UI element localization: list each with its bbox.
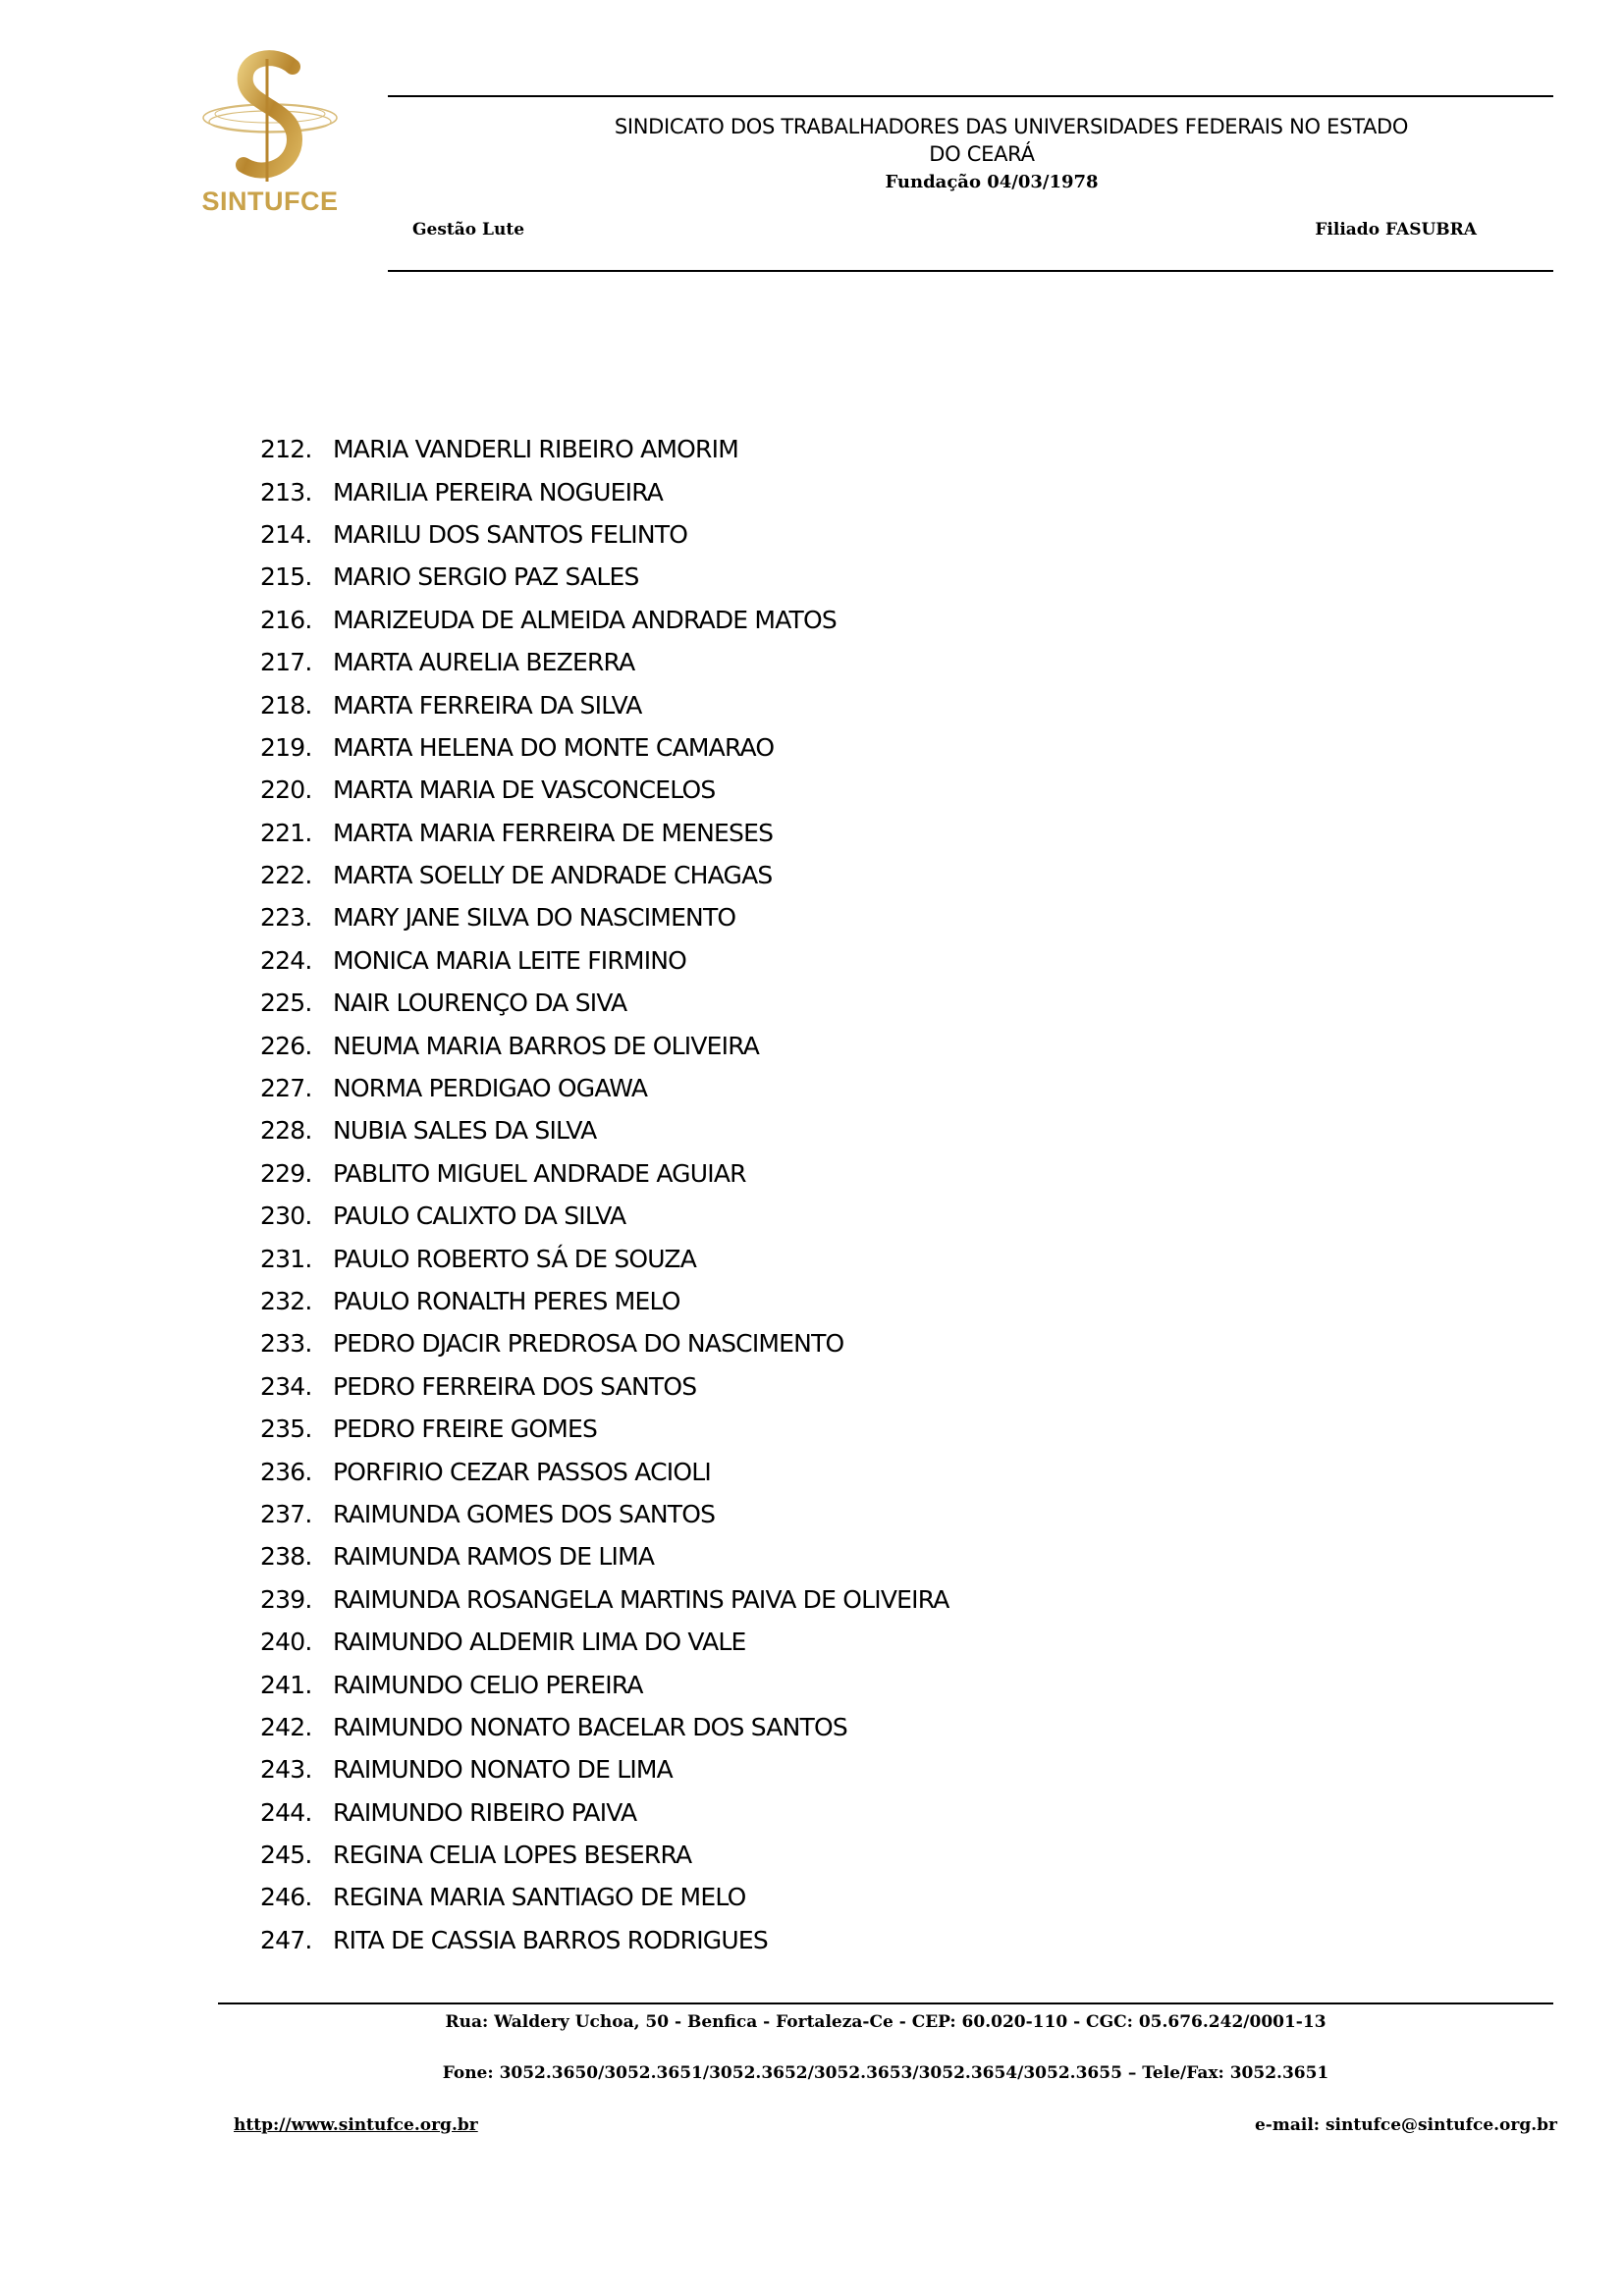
- list-item-number: 229.: [260, 1158, 312, 1188]
- email-address: e-mail: sintufce@sintufce.org.br: [1254, 2115, 1557, 2135]
- logo-emblem-icon: [196, 49, 344, 187]
- list-item-name: MARTA AURELIA BEZERRA: [333, 648, 635, 677]
- list-item-number: 237.: [260, 1499, 312, 1528]
- list-item-name: NUBIA SALES DA SILVA: [333, 1116, 597, 1146]
- list-item: [260, 1748, 949, 1790]
- list-item: [260, 812, 949, 854]
- website-link[interactable]: http://www.sintufce.org.br: [234, 2115, 478, 2135]
- list-item-name: MARIA VANDERLI RIBEIRO AMORIM: [333, 435, 738, 464]
- list-item-number: 215.: [260, 562, 312, 592]
- list-item-number: 239.: [260, 1584, 312, 1614]
- list-item-name: NAIR LOURENÇO DA SIVA: [333, 988, 627, 1018]
- list-item-number: 228.: [260, 1116, 312, 1146]
- list-item-number: 219.: [260, 732, 312, 762]
- list-item: [260, 1152, 949, 1195]
- list-item-name: NEUMA MARIA BARROS DE OLIVEIRA: [333, 1031, 760, 1060]
- list-item-name: REGINA MARIA SANTIAGO DE MELO: [333, 1883, 746, 1912]
- header-top-rule: [388, 95, 1553, 97]
- org-name-line1: SINDICATO DOS TRABALHADORES DAS UNIVERSIDADES FEDERAIS NO ESTADO: [614, 115, 1409, 138]
- list-item-number: 241.: [260, 1670, 312, 1699]
- list-item-name: MARILIA PEREIRA NOGUEIRA: [333, 477, 664, 507]
- list-item-number: 240.: [260, 1628, 312, 1657]
- list-item-number: 220.: [260, 775, 312, 805]
- list-item-name: REGINA CELIA LOPES BESERRA: [333, 1841, 692, 1870]
- list-item: [260, 1493, 949, 1535]
- list-item-name: MARTA SOELLY DE ANDRADE CHAGAS: [333, 861, 773, 890]
- list-item: [260, 1322, 949, 1364]
- list-item-number: 234.: [260, 1371, 312, 1401]
- list-item-number: 214.: [260, 519, 312, 549]
- list-item-name: RITA DE CASSIA BARROS RODRIGUES: [333, 1925, 768, 1954]
- list-item-name: MARTA FERREIRA DA SILVA: [333, 690, 642, 720]
- list-item-number: 221.: [260, 818, 312, 847]
- footer-phones: Fone: 3052.3650/3052.3651/3052.3652/3052.3653/3052.3654/3052.3655 – Tele/Fax: 3052.3651: [442, 2063, 1329, 2083]
- list-item-number: 231.: [260, 1244, 312, 1273]
- list-item-name: PORFIRIO CEZAR PASSOS ACIOLI: [333, 1457, 711, 1486]
- list-item-number: 236.: [260, 1457, 312, 1486]
- list-item: [260, 1237, 949, 1279]
- list-item-name: RAIMUNDA ROSANGELA MARTINS PAIVA DE OLIVEIRA: [333, 1584, 949, 1614]
- list-item-number: 216.: [260, 605, 312, 634]
- list-item-name: PEDRO FERREIRA DOS SANTOS: [333, 1371, 697, 1401]
- list-item: [260, 1280, 949, 1322]
- list-item-name: MARTA MARIA FERREIRA DE MENESES: [333, 818, 774, 847]
- list-item-number: 243.: [260, 1755, 312, 1785]
- list-item-number: 247.: [260, 1925, 312, 1954]
- foundation-date: Fundação 04/03/1978: [885, 172, 1099, 192]
- header-bottom-rule: [388, 270, 1553, 272]
- list-item: [260, 1024, 949, 1066]
- list-item-number: 217.: [260, 648, 312, 677]
- list-item-name: PAULO ROBERTO SÁ DE SOUZA: [333, 1244, 696, 1273]
- footer-rule: [218, 2002, 1553, 2004]
- list-item-name: RAIMUNDO RIBEIRO PAIVA: [333, 1797, 637, 1827]
- list-item: [260, 1706, 949, 1748]
- list-item-name: PAULO RONALTH PERES MELO: [333, 1287, 680, 1315]
- org-name-line2: DO CEARÁ: [929, 142, 1035, 166]
- org-name: [569, 113, 1453, 168]
- list-item: [260, 1919, 949, 1961]
- list-item-name: RAIMUNDO CELIO PEREIRA: [333, 1670, 643, 1699]
- list-item: [260, 854, 949, 896]
- management-label: Gestão Lute: [412, 220, 525, 240]
- sintufce-logo: [196, 49, 353, 226]
- list-item-name: PEDRO DJACIR PREDROSA DO NASCIMENTO: [333, 1329, 844, 1359]
- list-item: [260, 641, 949, 683]
- list-item-number: 232.: [260, 1287, 312, 1315]
- list-item-name: MARY JANE SILVA DO NASCIMENTO: [333, 903, 736, 933]
- list-item: [260, 726, 949, 769]
- list-item-number: 223.: [260, 903, 312, 933]
- list-item-name: RAIMUNDO NONATO BACELAR DOS SANTOS: [333, 1712, 847, 1741]
- list-item: [260, 1578, 949, 1621]
- list-item: [260, 428, 949, 470]
- list-item: [260, 769, 949, 811]
- list-item-name: RAIMUNDA RAMOS DE LIMA: [333, 1542, 655, 1572]
- list-item-name: MARTA MARIA DE VASCONCELOS: [333, 775, 716, 805]
- list-item-name: RAIMUNDO ALDEMIR LIMA DO VALE: [333, 1628, 746, 1657]
- list-item: [260, 599, 949, 641]
- list-item: [260, 513, 949, 556]
- list-item: [260, 556, 949, 598]
- list-item: [260, 982, 949, 1024]
- list-item-number: 218.: [260, 690, 312, 720]
- list-item-number: 230.: [260, 1201, 312, 1231]
- list-item-number: 226.: [260, 1031, 312, 1060]
- list-item: [260, 1535, 949, 1577]
- list-item-number: 242.: [260, 1712, 312, 1741]
- list-item-name: RAIMUNDA GOMES DOS SANTOS: [333, 1499, 716, 1528]
- list-item: [260, 1834, 949, 1876]
- list-item-number: 212.: [260, 435, 312, 464]
- member-list: [260, 428, 949, 1961]
- list-item: [260, 1621, 949, 1663]
- list-item-number: 213.: [260, 477, 312, 507]
- list-item-number: 222.: [260, 861, 312, 890]
- list-item-name: MARTA HELENA DO MONTE CAMARAO: [333, 732, 775, 762]
- list-item-number: 233.: [260, 1329, 312, 1359]
- list-item-name: MONICA MARIA LEITE FIRMINO: [333, 945, 687, 975]
- list-item: [260, 896, 949, 938]
- list-item: [260, 939, 949, 982]
- list-item-name: MARIZEUDA DE ALMEIDA ANDRADE MATOS: [333, 605, 837, 634]
- list-item-number: 244.: [260, 1797, 312, 1827]
- list-item-number: 227.: [260, 1074, 312, 1103]
- list-item-number: 235.: [260, 1415, 312, 1444]
- list-item-number: 225.: [260, 988, 312, 1018]
- affiliation-label: Filiado FASUBRA: [1315, 220, 1477, 240]
- list-item-name: NORMA PERDIGAO OGAWA: [333, 1074, 648, 1103]
- list-item-number: 238.: [260, 1542, 312, 1572]
- logo-text: SINTUFCE: [201, 187, 339, 216]
- list-item: [260, 1365, 949, 1408]
- list-item: [260, 1663, 949, 1705]
- list-item: [260, 1109, 949, 1151]
- list-item-number: 245.: [260, 1841, 312, 1870]
- list-item-name: PAULO CALIXTO DA SILVA: [333, 1201, 626, 1231]
- list-item-name: PABLITO MIGUEL ANDRADE AGUIAR: [333, 1158, 746, 1188]
- list-item-name: PEDRO FREIRE GOMES: [333, 1415, 598, 1444]
- list-item: [260, 1408, 949, 1450]
- list-item-name: MARIO SERGIO PAZ SALES: [333, 562, 639, 592]
- list-item-number: 224.: [260, 945, 312, 975]
- list-item: [260, 1195, 949, 1237]
- footer-address: Rua: Waldery Uchoa, 50 - Benfica - Fortaleza-Ce - CEP: 60.020-110 - CGC: 05.676.242/0001-13: [445, 2012, 1326, 2032]
- list-item: [260, 470, 949, 512]
- list-item: [260, 683, 949, 725]
- list-item: [260, 1067, 949, 1109]
- list-item-name: MARILU DOS SANTOS FELINTO: [333, 519, 688, 549]
- list-item: [260, 1450, 949, 1492]
- list-item: [260, 1876, 949, 1918]
- list-item: [260, 1791, 949, 1834]
- list-item-number: 246.: [260, 1883, 312, 1912]
- list-item-name: RAIMUNDO NONATO DE LIMA: [333, 1755, 673, 1785]
